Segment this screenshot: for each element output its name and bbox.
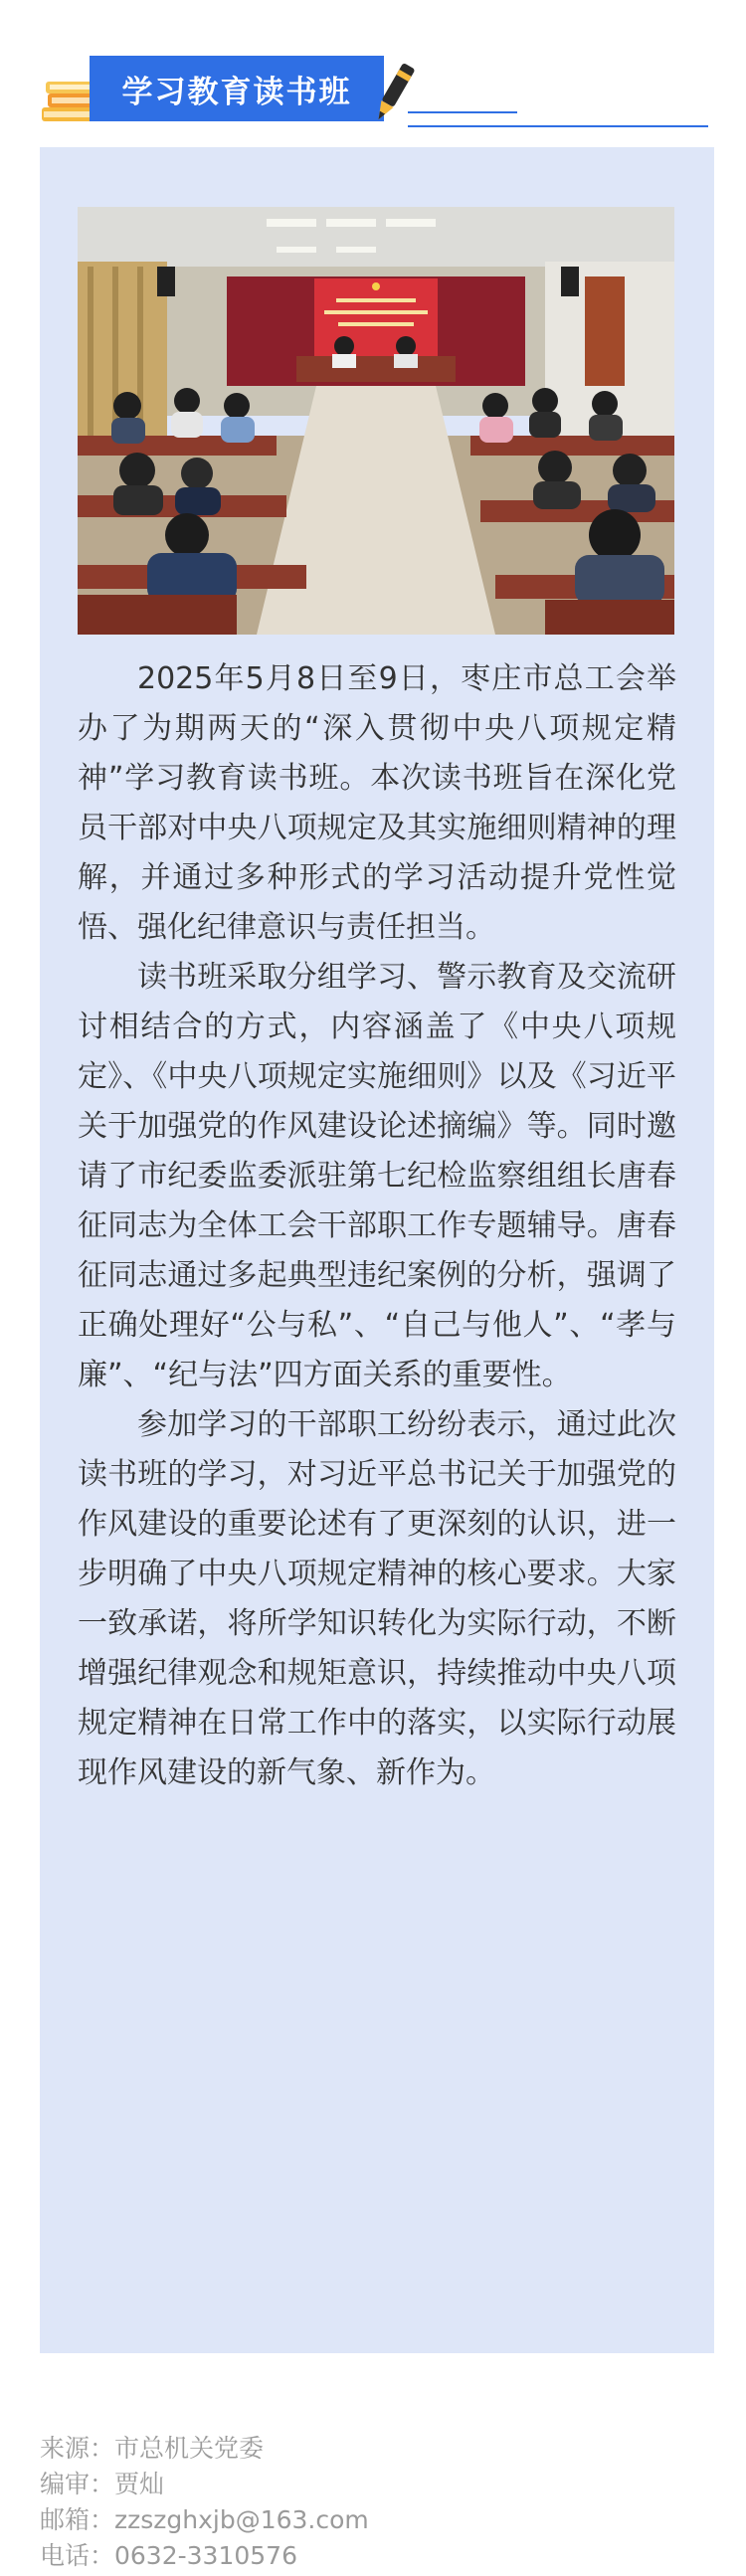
article-paragraph: 参加学习的干部职工纷纷表示，通过此次读书班的学习，对习近平总书记关于加强党的作风建设的重要论述有了更深刻的认识，进一步明确了中央八项规定精神的核心要求。大家一致承诺，将所学知识转化为实际行动，不断增强纪律观念和规矩意识，持续推动中央八项规定精神在日常工作中的落实，以实际行动展现作风建设的新气象、新作为。 [78, 1407, 676, 1790]
article-panel [40, 147, 714, 2353]
pen-icon [368, 60, 418, 129]
header-underline [408, 125, 708, 127]
article-credits [40, 2431, 369, 2574]
article-paragraph: 读书班采取分组学习、警示教育及交流研讨相结合的方式，内容涵盖了《中央八项规定》、《中央八项规定实施细则》以及《习近平关于加强党的作风建设论述摘编》等。同时邀请了市纪委监委派驻第七纪检监察组组长唐春征同志为全体工会干部职工作专题辅导。唐春征同志通过多起典型违纪案例的分析，强调了正确处理好“公与私”、“自己与他人”、“孝与廉”、“纪与法”四方面关系的重要性。 [78, 960, 676, 1392]
credit-email: 邮箱：zzszghxjb@163.com [40, 2505, 369, 2534]
section-title: 学习教育读书班 [90, 56, 384, 121]
credit-editor: 编审：贾灿 [40, 2470, 165, 2498]
meeting-photo-image [78, 207, 674, 635]
article-body [78, 654, 676, 1798]
credit-phone: 电话：0632-3310576 [40, 2541, 297, 2570]
article-paragraph: 2025年5月8日至9日，枣庄市总工会举办了为期两天的“深入贯彻中央八项规定精神”学习教育读书班。本次读书班旨在深化党员干部对中央八项规定及其实施细则精神的理解，并通过多种形式的学习活动提升党性觉悟、强化纪律意识与责任担当。 [78, 661, 676, 945]
section-header [40, 48, 716, 137]
meeting-photo [78, 207, 674, 635]
header-accent-line [408, 111, 517, 113]
credit-source: 来源：市总机关党委 [40, 2434, 265, 2463]
